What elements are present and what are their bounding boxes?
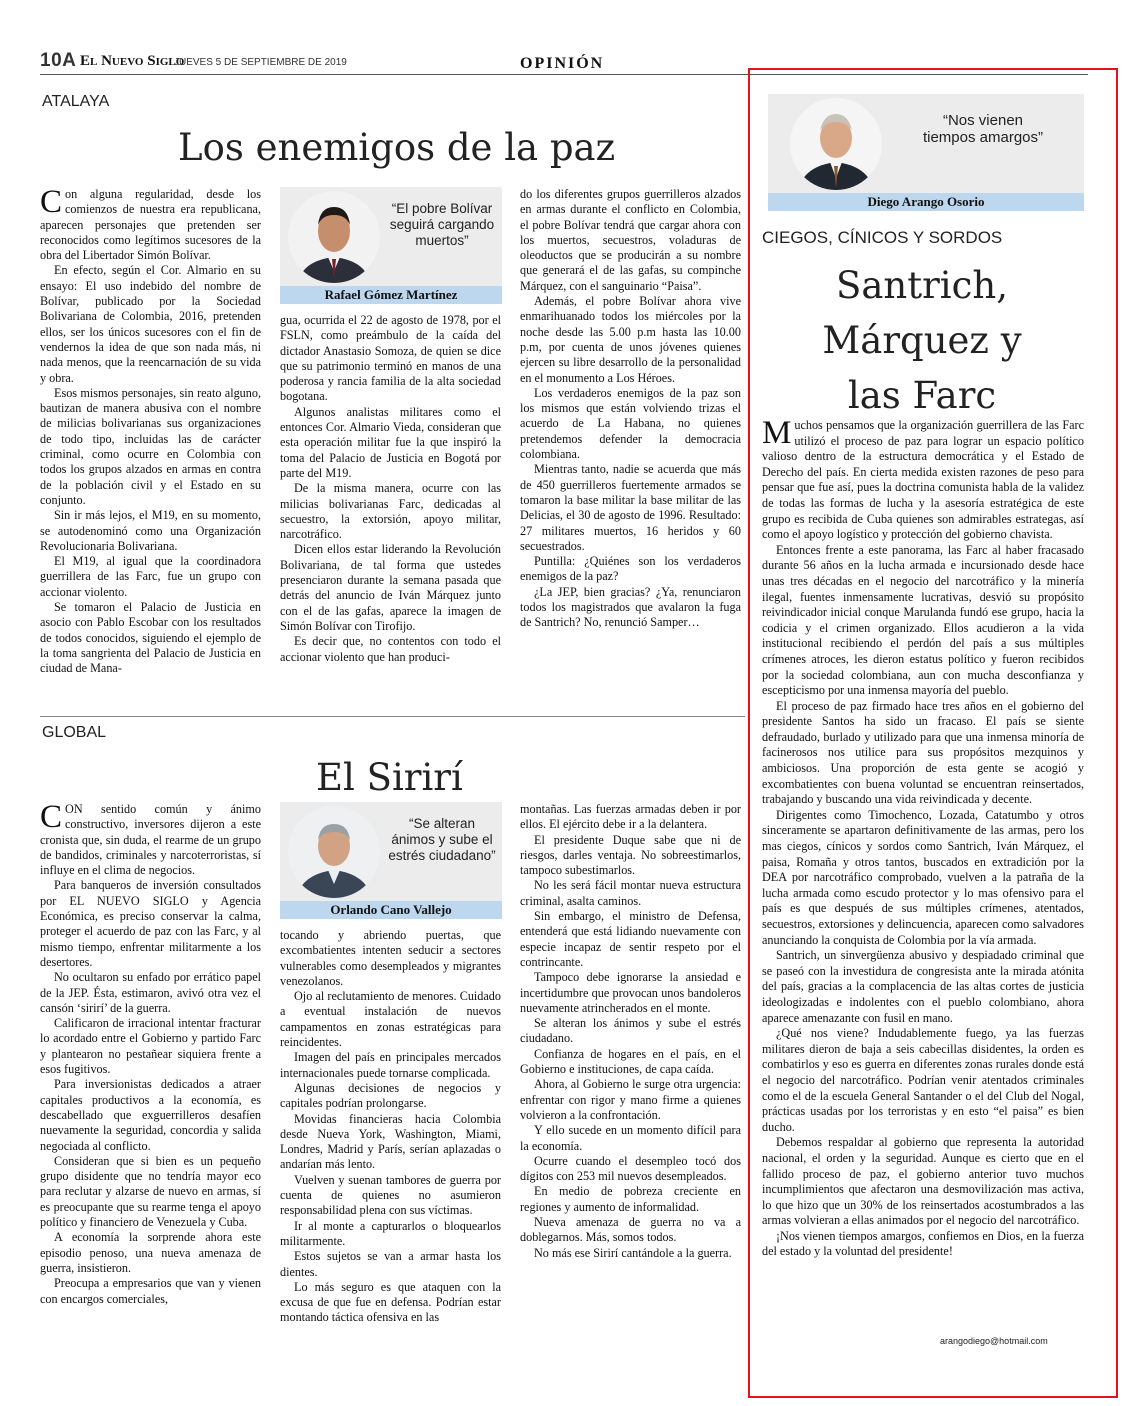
- paragraph: Algunos analistas militares como el entonces Cor. Almario Vieda, consideran que esta operación militar fue la que inspiró la toma del Palacio de Justicia en Bogotá por parte del M19.: [280, 404, 501, 480]
- author-box: [280, 187, 502, 304]
- atalaya-column-1: [40, 187, 261, 703]
- global-column-1: [40, 802, 261, 1380]
- author-photo: [288, 191, 380, 283]
- paragraph: Vuelven y suenan tambores de guerra por cuenta de quienes no asumieron responsabilidad plena con sus víctimas.: [280, 1172, 501, 1218]
- paragraph: Imagen del país en principales mercados internacionales puede tornarse complicada.: [280, 1050, 501, 1080]
- author-photo: [288, 806, 380, 898]
- paragraph: Para banqueros de inversión consultados por EL NUEVO SIGLO y Agencia Económica, es preciso conservar la calma, proteger el acuerdo de paz con las Farc, y al mismo tiempo, enfrentar militarmente a los desertores.: [40, 878, 261, 969]
- paragraph: Se tomaron el Palacio de Justicia en asocio con Pablo Escobar con los resultados de todos conocidos, siguiendo el ejemplo de la toma sangrienta del Palacio de Justicia en ciudad de Mana-: [40, 600, 261, 676]
- author-email: arangodiego@hotmail.com: [940, 1336, 1048, 1346]
- paragraph: No ocultaron su enfado por errático papel de la JEP. Ésta, estimaron, avivó otra vez el cansón ‘sirirí’ de la guerra.: [40, 970, 261, 1015]
- paragraph: Y ello sucede en un momento difícil para la economía.: [520, 1123, 741, 1153]
- paragraph: gua, ocurrida el 22 de agosto de 1978, por el FSLN, como preámbulo de la caída del dictador Anastasio Somoza, de quien se dice que su patrimonio terminó en manos de una poderosa y rancia familia de la alta sociedad bogotana.: [280, 313, 501, 404]
- paragraph: Debemos respaldar al gobierno que representa la autoridad nacional, el orden y la seguridad. Aunque es cierto que en el fallido proceso de paz, el gobierno anterior tuvo muchos incumplimientos que afectaron una desmovilización mas activa, lo que hizo que un 30% de los reinsertados acostumbrados a las armas volvieran a ellas animados por el negocio del narcotráfico.: [762, 1135, 1084, 1228]
- section-title: OPINIÓN: [520, 55, 605, 72]
- atalaya-headline: Los enemigos de la paz: [178, 126, 616, 169]
- paragraph: Estos sujetos se van a armar hasta los dientes.: [280, 1249, 501, 1279]
- paragraph: Algunas decisiones de negocios y capitales podrían prolongarse.: [280, 1080, 501, 1111]
- issue-date: JUEVES 5 DE SEPTIEMBRE DE 2019: [174, 57, 347, 68]
- paragraph: El presidente Duque sabe que ni de riesgos, darles ventaja. No sobreestimarlos, tampoco subestimarlos.: [520, 832, 741, 878]
- paragraph: Ojo al reclutamiento de menores. Cuidado a eventual instalación de nuevos campamentos en zonas estratégicas para reincidentes.: [280, 989, 501, 1050]
- dropcap: C: [40, 187, 63, 220]
- paragraph: montañas. Las fuerzas armadas deben ir por ellos. El ejército debe ir a la delantera.: [520, 802, 741, 832]
- global-column-2: [280, 928, 501, 1380]
- paragraph: do los diferentes grupos guerrilleros alzados en armas durante el conflicto en Colombia, el pobre Bolívar tendrá que cargar ahora con los muertos, secuestros, voladuras de oleoductos que se producirán a su nombre que generará el de las gafas, su compinche Márquez, con el sanguinario “Paisa”.: [520, 187, 741, 293]
- paragraph: Ir al monte a capturarlos o bloquearlos militarmente.: [280, 1218, 501, 1248]
- paragraph: Sin embargo, el ministro de Defensa, entenderá que está lidiando nuevamente con especie incapaz de sentir respeto por el contrincante.: [520, 909, 741, 969]
- author-name: Rafael Gómez Martínez: [280, 286, 502, 304]
- headline-line: Márquez y: [822, 319, 1022, 362]
- paragraph: Sin ir más lejos, el M19, en su momento, se autodenominó como una Organización Revolucionaria Bolivariana.: [40, 508, 261, 553]
- author-quote: “Nos vienen tiempos amargos”: [922, 112, 1044, 146]
- author-photo: [790, 98, 882, 190]
- paragraph: Para inversionistas dedicados a atraer capitales productivos a la economía, es descabellado que exguerrilleros desafíen nuevamente la seguridad, concordia y salida negociada al conflicto.: [40, 1077, 261, 1153]
- paragraph: ¿Qué nos viene? Indudablemente fuego, ya las fuerzas militares dieron de baja a seis cabecillas disidentes, la orden es combatirlos y eso es guerra en diferentes zonas rurales donde está el negocio del narcotráfico. Podrían venir atentados criminales como el de la escuela General Santander o el del Club del Nogal, prácticas usadas por los terroristas y en esto “el paisa” es bien ducho.: [762, 1026, 1084, 1134]
- paragraph: Mientras tanto, nadie se acuerda que más de 450 guerrilleros fuertemente armados se tomaron la base militar la base militar de las Delicias, el 30 de agosto de 1996. Resultado: 27 militares muertos, 16 heridos y 60 secuestrados.: [520, 462, 741, 553]
- paragraph: El proceso de paz firmado hace tres años en el gobierno del presidente Santos ha sido un fracaso. El país se siente defraudado, burlado y utilizado para que una inmensa minoría de facinerosos nos utilice para sus propósitos mezquinos y ambiciosos. Una proporción de esta gente se acogió y excombatientes con buena voluntad se encuentran reinsertados, trabajando y buscando una vida reivindicada y decente.: [762, 698, 1084, 807]
- paragraph: tocando y abriendo puertas, que excombatientes intenten seducir a sectores vulnerables como desempleados y migrantes venezolanos.: [280, 928, 501, 988]
- paragraph: El M19, al igual que la coordinadora guerrillera de las Farc, fue un grupo con accionar violento.: [40, 554, 261, 599]
- paragraph: Puntilla: ¿Quiénes son los verdaderos enemigos de la paz?: [520, 554, 741, 584]
- paragraph: ¿La JEP, bien gracias? ¿Ya, renunciaron todos los magistrados que avalaron la fuga de Santrich? No, renunció Samper…: [520, 584, 741, 630]
- author-box: [280, 802, 502, 919]
- paragraph: uchos pensamos que la organización guerrillera de las Farc utilizó el proceso de paz para lograr un espacio político valioso dentro de la estructura democrática y el Estado de Derecho del país. En cierta medida existen razones de peso para pensar que fue así, pues la doctrina comunista habla de la validez de todas las formas de lucha y la asesoría estratégica de este grupo es recibida de Cuba quienes son admirables estrategas, así como el apoyo logístico y protección del gobierno chavista.: [762, 418, 1084, 542]
- paragraph: Esos mismos personajes, sin reato alguno, bautizan de manera abusiva con el nombre de milicias bolivarianas sus organizaciones de todo tipo, incluidas las de carácter criminal, como ocurre en Colombia con todos los grupos alzados en armas en contra de la población civil y el Estado en su conjunto.: [40, 385, 261, 507]
- paragraph: ON sentido común y ánimo constructivo, inversores dijeron a este cronista que, sin duda, el rearme de un grupo de bandidos, criminales y narcoterroristas, sí influye en el clima de negocios.: [40, 802, 261, 878]
- paragraph: Los verdaderos enemigos de la paz son los mismos que están volviendo trizas el acuerdo de La Habana, no quienes pretendemos defender la democracia colombiana.: [520, 385, 741, 462]
- paragraph: No les será fácil montar nueva estructura criminal, asalta caminos.: [520, 878, 741, 908]
- paragraph: ¡Nos vienen tiempos amargos, confiemos en Dios, en la fuerza del estado y la voluntad del presidente!: [762, 1228, 1084, 1259]
- paragraph: Entonces frente a este panorama, las Farc al haber fracasado durante 56 años en la lucha armada e incursionado desde hace unas tres décadas en el negocio del narcotráfico y la minería ilegal, fuentes inmensamente lucrativas, desvió su propósito reivindicador inicial conque Marulanda fundó ese grupo, hacia la codicia y el crimen organizado. Ellos acudieron a la vida institucional recibiendo el perdón del país a sus múltiples crímenes atroces, les dieron estatus político y fueron recibidos por la sociedad colombiana, aun con mucha desconfianza y escepticismo por una inmensa mayoría del pueblo.: [762, 542, 1084, 698]
- paragraph: Consideran que si bien es un pequeño grupo disidente que no tendría mayor eco para reclutar y alzarse de nuevo en armas, sí es preocupante que su rearme tenga el apoyo político y financiero de Venezuela y Cuba.: [40, 1153, 261, 1230]
- paragraph: Preocupa a empresarios que van y vienen con encargos comerciales,: [40, 1276, 261, 1306]
- paragraph: Movidas financieras hacia Colombia desde Nueva York, Washington, Miami, Londres, Madrid y París, serían aplazadas o andarían más lento.: [280, 1111, 501, 1172]
- paragraph: Confianza de hogares en el país, en el Gobierno e instituciones, de capa caída.: [520, 1046, 741, 1077]
- paragraph: En medio de pobreza creciente en regiones y aumento de informalidad.: [520, 1184, 741, 1214]
- global-headline: El Sirirí: [316, 756, 463, 799]
- ciegos-kicker: CIEGOS, CÍNICOS Y SORDOS: [762, 228, 1003, 247]
- atalaya-column-3: [520, 187, 741, 703]
- dropcap: C: [40, 802, 63, 835]
- author-quote: “El pobre Bolívar seguirá cargando muertos”: [389, 201, 495, 248]
- paragraph: Se alteran los ánimos y sube el estrés ciudadano.: [520, 1016, 741, 1046]
- atalaya-column-2: [280, 313, 501, 703]
- paragraph: Santrich, un sinvergüenza abusivo y despiadado criminal que se paseó con la investidura de congresista ante la mirada atónita del país, gracias a la complacencia de las altas cortes de justicia ideologizadas e indolentes con el pueblo colombiano, ahora aparece amenazante con fusil en mano.: [762, 948, 1084, 1025]
- author-name: Diego Arango Osorio: [768, 193, 1084, 211]
- global-kicker: GLOBAL: [42, 724, 107, 741]
- headline-line: Santrich,: [836, 264, 1008, 307]
- page-number: 10A: [40, 50, 77, 71]
- dropcap: M: [762, 418, 792, 451]
- paragraph: Es decir que, no contentos con todo el accionar violento que han produci-: [280, 634, 501, 664]
- paragraph: A economía la sorprende ahora este episodio penoso, una nueva amenaza de guerra, insistieron.: [40, 1230, 261, 1275]
- newspaper-name: El Nuevo Siglo: [80, 53, 185, 69]
- paragraph: Además, el pobre Bolívar ahora vive enmarihuanado todos los miércoles por la noche desde las 5.00 p.m hasta las 10.00 p.m, por cuenta de unos jóvenes quienes ejercen su libre desarrollo de la personalidad en el monumento a Los Héroes.: [520, 294, 741, 385]
- paragraph: Ahora, al Gobierno le surge otra urgencia: enfrentar con rigor y mano firme a quienes volvieron a la confrontación.: [520, 1077, 741, 1122]
- paragraph: Dirigentes como Timochenco, Lozada, Catatumbo y otros sinceramente se apartaron definitivamente de las armas, pero los mas ciegos, cínicos y sordos como Santrich, Iván Márquez, el paisa, Romaña y otros tantos, buscados en extradición por la DEA por narcotráfico comprobado, vuelven a la patraña de la lucha armada como escudo protector y lo mas ofensivo para el país es que después de sus múltiples crímenes, atentados, secuestros, extorsiones y delincuencia, aparecen como salvadores anunciando la conquista de Colombia por la vía armada.: [762, 807, 1084, 947]
- paragraph: En efecto, según el Cor. Almario en su ensayo: El uso indebido del nombre de Bolívar, publicado por la Sociedad Bolivariana de Colombia, 2016, pretenden ellos, ser los únicos sucesores con el fin de vendernos la idea de que son nada más, ni nada menos, que la reencarnación de su vida y obra.: [40, 263, 261, 385]
- author-name: Orlando Cano Vallejo: [280, 901, 502, 919]
- atalaya-kicker: ATALAYA: [42, 93, 110, 110]
- paragraph: De la misma manera, ocurre con las milicias bolivarianas Farc, dedicadas al secuestro, la extorsión, apoyo militar, narcotráfico.: [280, 481, 501, 542]
- headline-line: las Farc: [847, 374, 997, 417]
- author-quote: “Se alteran ánimos y sube el estrés ciudadano”: [388, 816, 496, 863]
- section-divider: [40, 716, 745, 717]
- author-box: [768, 94, 1084, 211]
- global-column-3: [520, 802, 741, 1380]
- paragraph: Ocurre cuando el desempleo tocó dos dígitos con 253 mil nuevos desempleados.: [520, 1153, 741, 1184]
- paragraph: on alguna regularidad, desde los comienzos de nuestra era republicana, aparecen personajes que pretenden ser reconocidos como legítimos sucesores de la obra del Libertador Simón Bolívar.: [40, 187, 261, 263]
- paragraph: Tampoco debe ignorarse la ansiedad e incertidumbre que provocan unos bandoleros nuevamente atrincherados en el monte.: [520, 970, 741, 1015]
- paragraph: No más ese Sirirí cantándole a la guerra.: [534, 1245, 732, 1260]
- ciegos-headline: [760, 258, 1084, 423]
- paragraph: Nueva amenaza de guerra no va a doblegarnos. Más, somos todos.: [520, 1215, 741, 1245]
- paragraph: Dicen ellos estar liderando la Revolución Bolivariana, de tal forma que ustedes presenciaron durante la semana pasada que detrás del anuncio de Iván Márquez junto con el de las gafas, aparece la imagen de Simón Bolívar con Tirofijo.: [280, 542, 501, 633]
- ciegos-body: [762, 418, 1084, 1333]
- paragraph: Calificaron de irracional intentar fracturar lo acordado entre el Gobierno y partido Farc y plantearon no pestañear siquiera frente a esos fugitivos.: [40, 1016, 261, 1077]
- paragraph: Lo más seguro es que ataquen con la excusa de que fue en defensa. Podrían estar montando táctica ofensiva en las: [280, 1279, 501, 1325]
